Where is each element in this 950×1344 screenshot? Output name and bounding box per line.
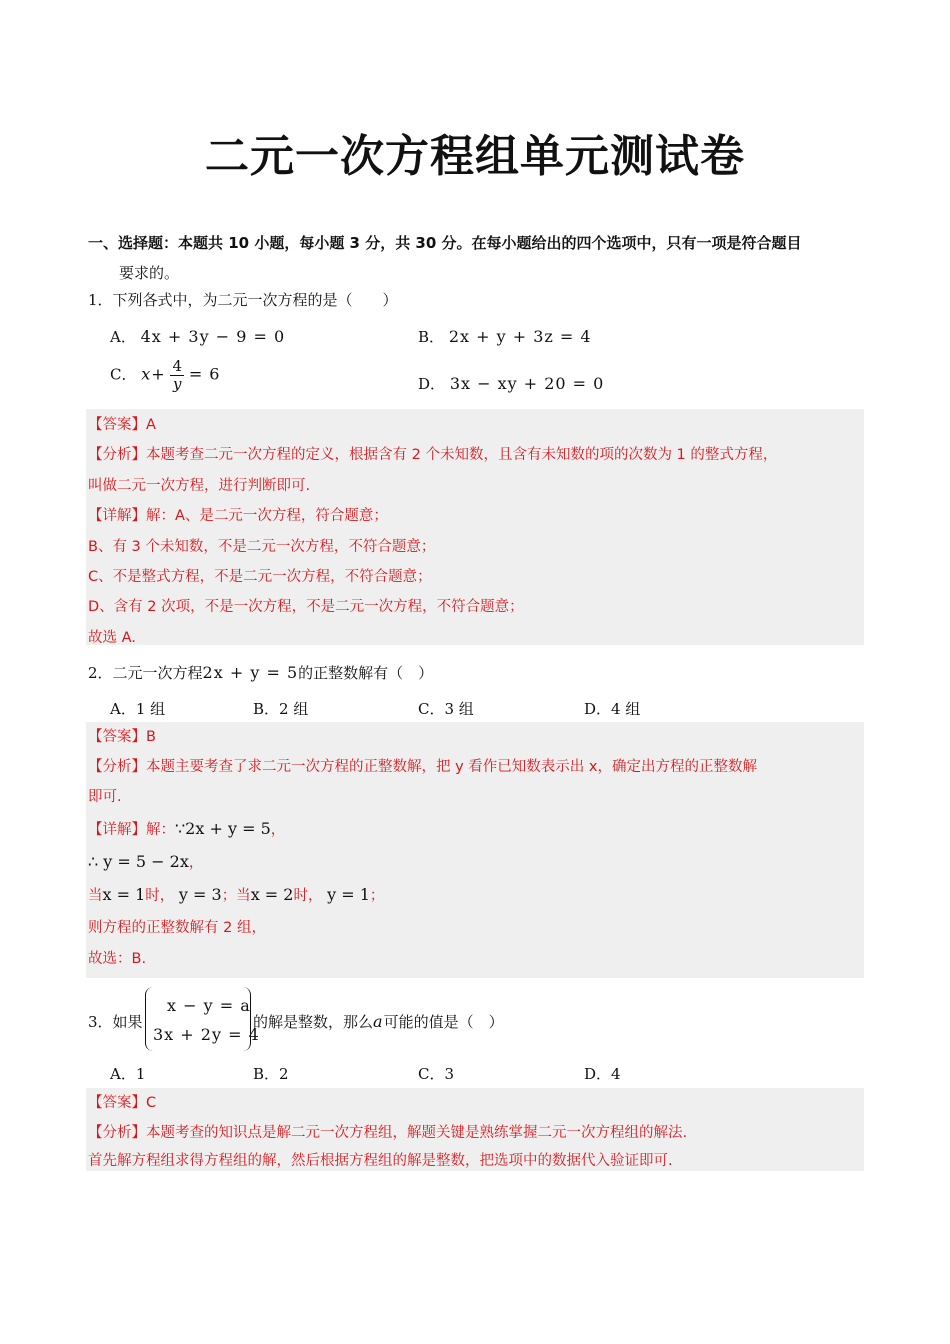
q3-equation-2: 3x + 2y = 4 [153,1025,260,1044]
q3-option-b: B．2 [253,1065,289,1083]
q1-answer-line: 【答案】A [88,417,156,433]
q1-option-b [418,326,592,347]
section-heading [88,228,878,288]
q3-stem-post: 可能的值是（ ） [383,1013,504,1031]
q2-answer-r6-i: ； [369,888,385,904]
q3-equation-system [145,987,260,1053]
q3-answer-line: 【分析】本题考查的知识点是解二元一次方程组，解题关键是熟练掌握二元一次方程组的解法. [88,1125,688,1141]
q2-option-b: B．2 组 [253,700,309,718]
section-heading-line1: 一、选择题：本题共 10 小题，每小题 3 分，共 30 分。在每小题给出的四个选项中，只有一项是符合题目 [88,234,802,252]
q2-answer-r6-a: 当 [88,888,103,904]
q1-answer-line: 【详解】解：A、是二元一次方程，符合题意； [88,508,388,525]
question-2-stem [88,662,433,683]
q3-option-d: D．4 [584,1065,621,1083]
q1-answer-line: 【分析】本题考查二元一次方程的定义，根据含有 2 个未知数，且含有未知数的项的次数为 1 的整式方程， [88,447,778,464]
q2-answer-line: 【答案】B [88,729,156,745]
q2-answer-line: 【分析】本题主要考查了求二元一次方程的正整数解，把 y 看作已知数表示出 x，确定出方程的正整数解 [88,759,757,775]
q1-answer-line: C、不是整式方程，不是二元一次方程，不符合题意； [88,568,432,585]
question-1-stem: 1．下列各式中，为二元一次方程的是（ ） [88,291,398,309]
q1-option-c-numerator: 4 [172,357,183,375]
q2-option-a: A．1 组 [110,700,166,718]
q1-answer-line: D、含有 2 次项，不是一次方程，不是二元一次方程，不符合题意； [88,599,524,616]
q1-option-b-expr: 2x + y + 3z = 4 [448,327,592,346]
q1-option-a-label: A． [110,328,136,346]
q2-answer-r6-c: 时， [145,888,175,904]
q3-stem-var: a [373,1012,384,1031]
q1-option-c-denominator: y [173,375,182,393]
q2-answer-line [88,880,864,913]
q2-stem-expr: 2x + y = 5 [202,663,299,682]
q2-answer-r6-h: y = 1 [327,885,370,904]
q1-option-d [418,373,604,394]
page-title: 二元一次方程组单元测试卷 [205,131,745,182]
q2-answer-r4-post: ， [270,822,286,838]
q1-option-c-rest: = 6 [188,364,221,384]
question-3-stem-pre: 3．如果 [88,1013,143,1031]
q2-option-c: C．3 组 [418,700,474,718]
q2-answer-r4-pre: 【详解】解： [88,822,175,838]
q2-stem-pre: 2．二元一次方程 [88,664,203,682]
q1-answer-line: 故选 A. [88,629,136,646]
q3-answer-box [86,1088,864,1171]
q1-option-c-label: C． [110,365,137,384]
q3-option-c: C．3 [418,1065,455,1083]
q3-answer-line: 首先解方程组求得方程组的解，然后根据方程组的解是整数，把选项中的数据代入验证即可. [88,1153,673,1169]
q1-option-c-plus: + [151,364,166,384]
q2-answer-r6-g: 时， [293,888,323,904]
q2-answer-r6-d: y = 3 [178,885,222,904]
q2-answer-r6-f: x = 2 [250,885,294,904]
q3-answer-line: 【答案】C [88,1095,157,1111]
q2-answer-r5-expr: ∴ y = 5 − 2x [88,852,189,871]
q2-answer-r5-post: ， [188,855,204,871]
q1-option-b-label: B． [418,328,445,346]
q1-option-c [110,358,220,393]
q1-answer-line: B、有 3 个未知数，不是二元一次方程，不符合题意； [88,538,436,555]
q2-answer-line: 故选：B. [88,951,147,967]
q2-answer-line: 即可. [88,789,122,805]
q1-option-a [110,326,285,347]
q2-answer-line [88,814,864,847]
q2-answer-r6-e: ；当 [221,888,251,904]
q1-option-c-fraction [170,358,184,393]
q3-system-right-bracket [242,987,251,1051]
q2-answer-r6-b: x = 1 [102,885,146,904]
question-3-stem-post [253,1011,504,1032]
section-heading-line2: 要求的。 [119,264,180,282]
q2-answer-r4-expr: ∵2x + y = 5 [175,819,271,838]
q1-option-a-expr: 4x + 3y − 9 = 0 [140,327,286,346]
q3-equation-1: x − y = a [167,996,251,1015]
q2-stem-post: 的正整数解有（ ） [298,664,434,682]
q3-option-a: A．1 [110,1065,146,1083]
q2-option-d: D．4 组 [584,700,641,718]
q2-answer-box [86,722,864,978]
q1-option-d-label: D． [418,375,446,393]
q2-answer-line: 则方程的正整数解有 2 组， [88,920,266,936]
q1-answer-line: 叫做二元一次方程，进行判断即可. [88,477,311,494]
q2-answer-line [88,847,864,880]
q1-option-d-expr: 3x − xy + 20 = 0 [449,374,605,393]
q1-answer-box [86,409,864,645]
q1-option-c-x: x [141,364,152,384]
q3-stem-mid: 的解是整数，那么 [253,1013,374,1031]
